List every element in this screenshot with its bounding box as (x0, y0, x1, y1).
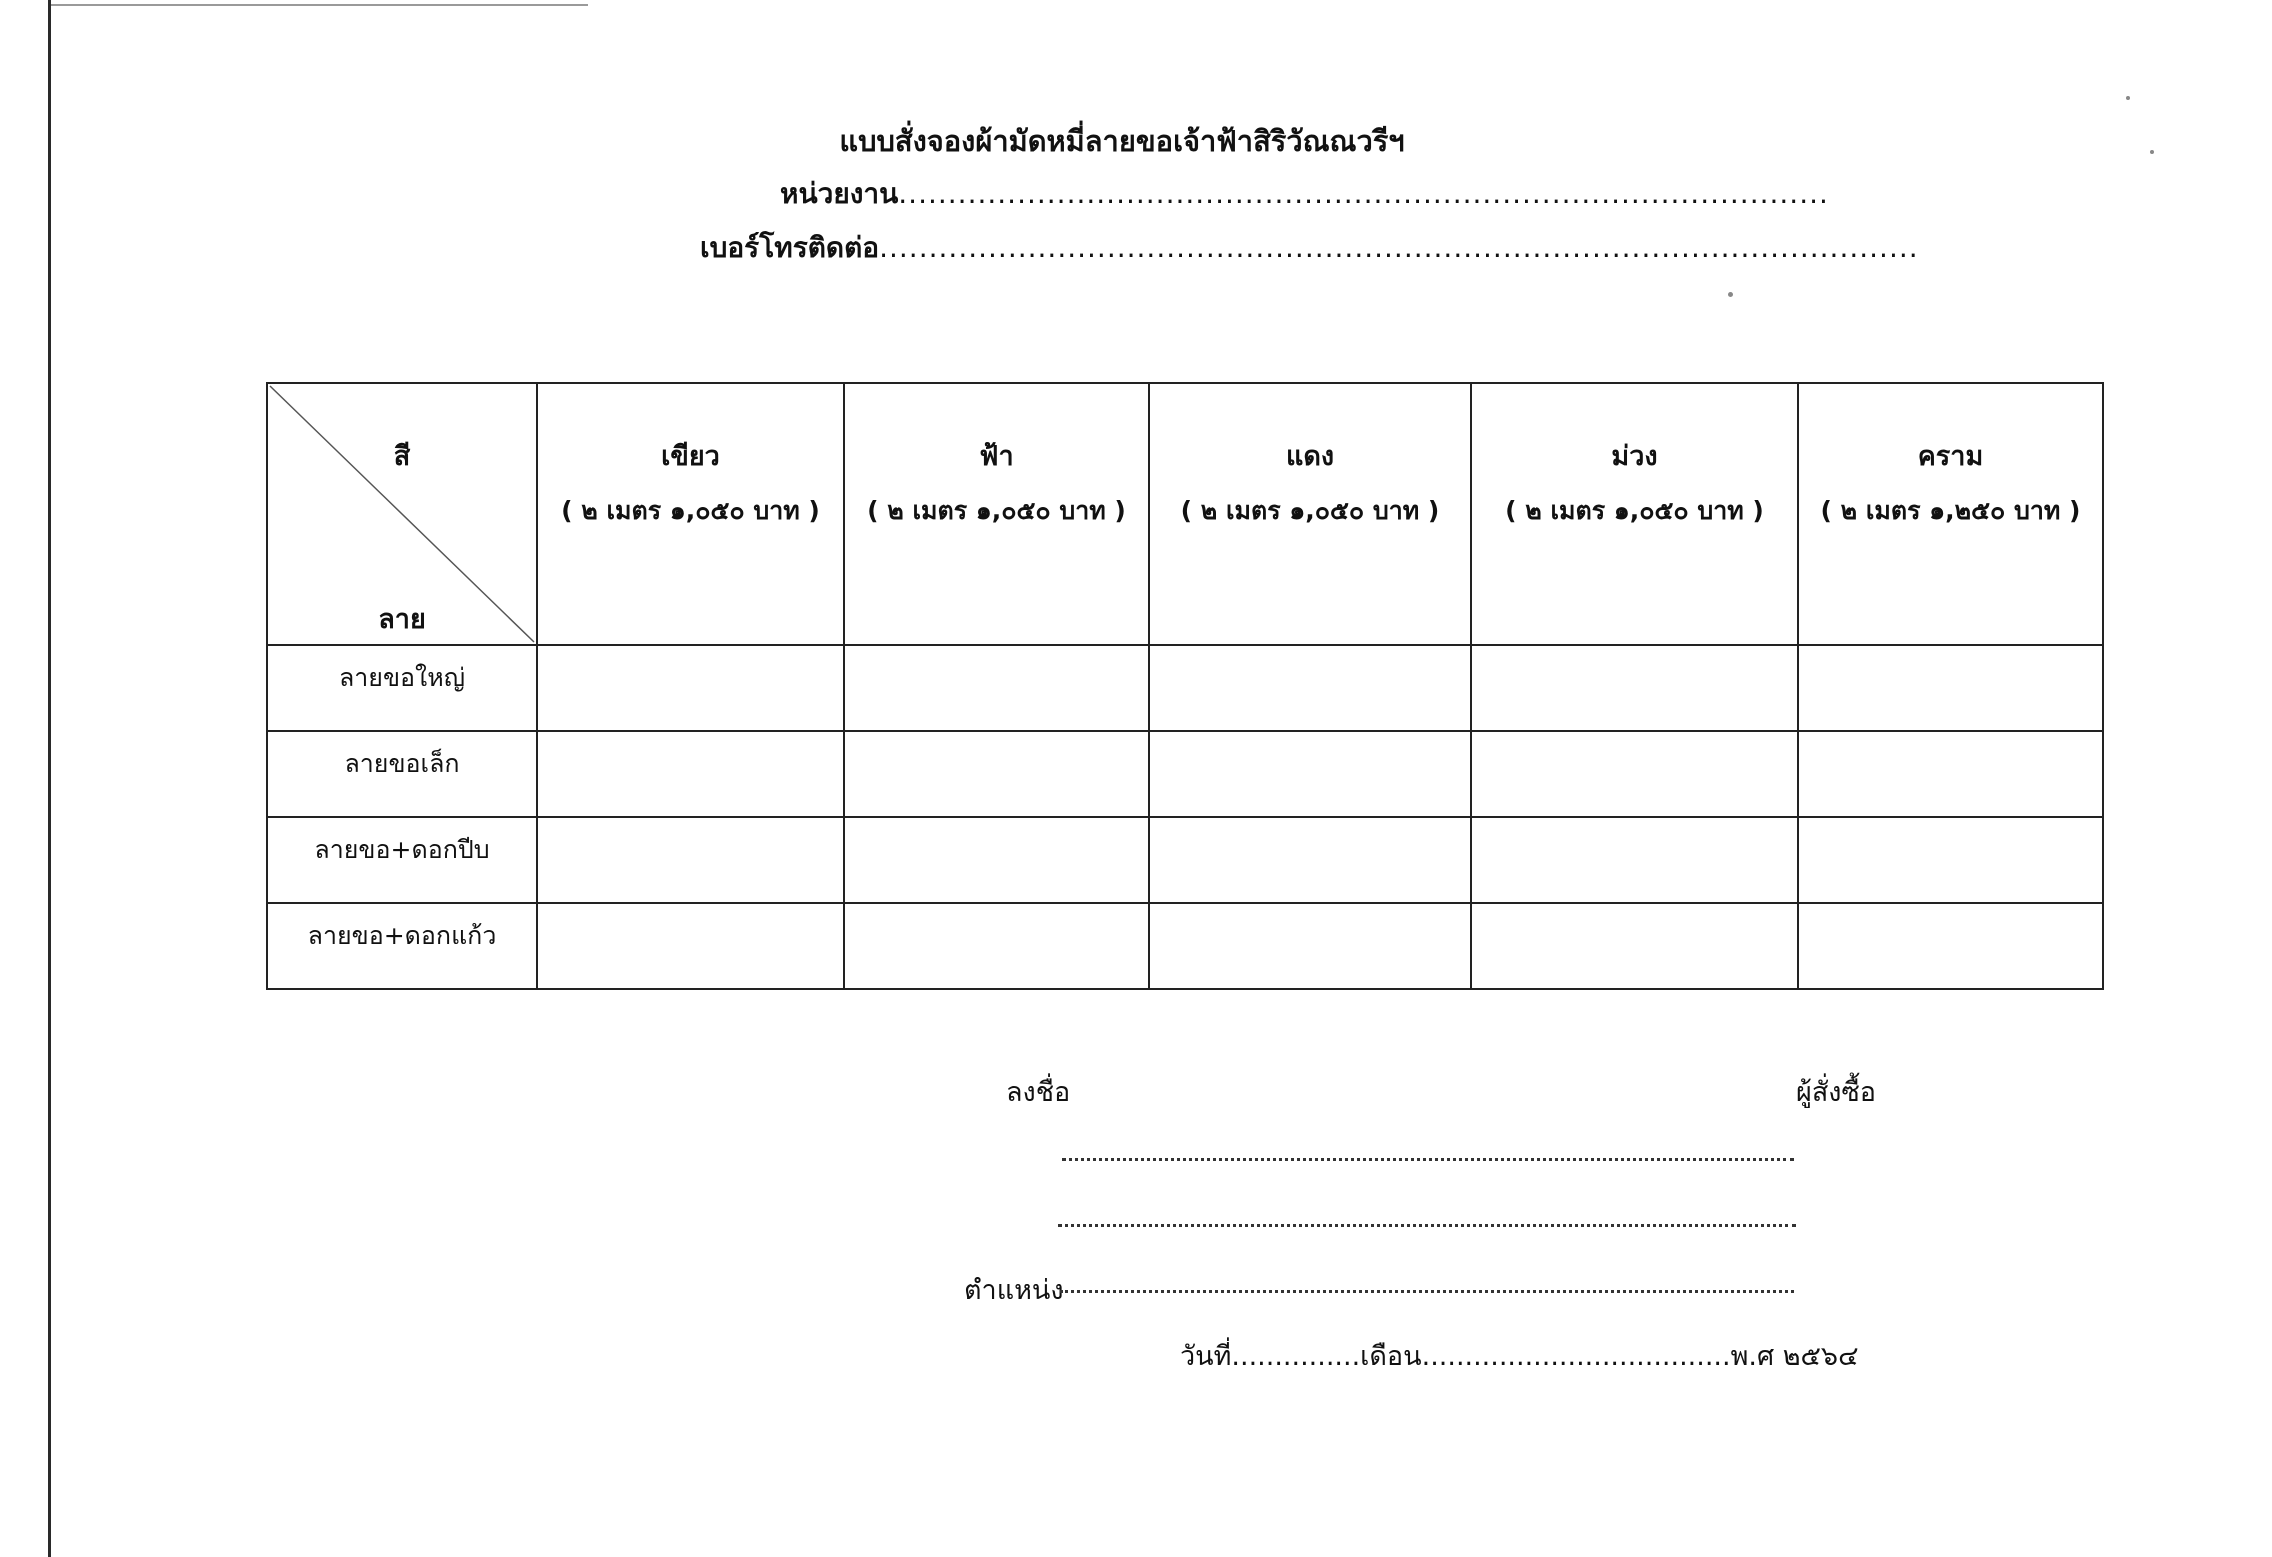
pattern-cell (267, 731, 537, 817)
signature-line[interactable] (1062, 1158, 1794, 1161)
color-price: ( ๒ เมตร ๑,๐๕๐ บาท ) (1505, 496, 1764, 525)
quantity-cell[interactable] (537, 903, 844, 989)
corner-cell (267, 383, 537, 645)
quantity-cell[interactable] (537, 731, 844, 817)
table-row (267, 645, 2103, 731)
pattern-label: ลายขอ+ดอกแก้ว (307, 921, 497, 950)
quantity-cell[interactable] (1149, 817, 1471, 903)
document-title: แบบสั่งจองผ้ามัดหมี่ลายขอเจ้าฟ้าสิริวัณณวรีฯ (839, 124, 1405, 158)
date-month-label: เดือน (1360, 1341, 1422, 1372)
quantity-cell[interactable] (1798, 645, 2103, 731)
scan-edge-top (48, 4, 588, 6)
column-header-green (537, 383, 844, 645)
column-header-red (1149, 383, 1471, 645)
color-price: ( ๒ เมตร ๑,๐๕๐ บาท ) (561, 496, 820, 525)
sign-label: ลงชื่อ (1006, 1077, 1071, 1108)
quantity-cell[interactable] (1471, 645, 1798, 731)
quantity-cell[interactable] (1798, 731, 2103, 817)
printed-name-line[interactable] (1058, 1224, 1796, 1227)
quantity-cell[interactable] (1471, 817, 1798, 903)
quantity-cell[interactable] (844, 645, 1149, 731)
table-header-row (267, 383, 2103, 645)
scan-edge-left (48, 0, 51, 1557)
position-line[interactable] (1060, 1290, 1794, 1293)
quantity-cell[interactable] (1798, 903, 2103, 989)
quantity-cell[interactable] (1149, 903, 1471, 989)
quantity-cell[interactable] (1798, 817, 2103, 903)
position-label: ตำแหน่ง (964, 1275, 1064, 1306)
order-table (266, 382, 2104, 990)
color-price: ( ๒ เมตร ๑,๐๕๐ บาท ) (1180, 496, 1440, 525)
pattern-label: ลายขอ+ดอกปีบ (314, 835, 490, 864)
color-name: คราม (1917, 441, 1984, 472)
column-header-purple (1471, 383, 1798, 645)
pattern-cell (267, 903, 537, 989)
color-header-label: สี (393, 441, 411, 472)
quantity-cell[interactable] (1149, 645, 1471, 731)
date-day-label: วันที่ (1180, 1341, 1232, 1372)
color-price: ( ๒ เมตร ๑,๒๕๐ บาท ) (1820, 496, 2081, 525)
quantity-cell[interactable] (537, 817, 844, 903)
scan-speck (2126, 96, 2130, 100)
column-header-light-blue (844, 383, 1149, 645)
unit-fill-dots[interactable]: .............................................................................................. (898, 177, 1829, 210)
quantity-cell[interactable] (1471, 731, 1798, 817)
pattern-label: ลายขอใหญ่ (338, 663, 466, 692)
phone-label: เบอร์โทรติดต่อ (700, 231, 880, 264)
unit-label: หน่วยงาน (780, 177, 899, 210)
pattern-label: ลายขอเล็ก (344, 749, 460, 778)
pattern-header-label: ลาย (378, 604, 426, 635)
date-day-dots[interactable]: ............... (1231, 1341, 1361, 1372)
table-row (267, 817, 2103, 903)
color-name: ฟ้า (979, 441, 1014, 472)
date-year-label: พ.ศ ๒๕๖๔ (1730, 1341, 1859, 1372)
table-row (267, 731, 2103, 817)
color-price: ( ๒ เมตร ๑,๐๕๐ บาท ) (867, 496, 1126, 525)
color-name: แดง (1285, 441, 1335, 472)
phone-field (700, 226, 1919, 270)
quantity-cell[interactable] (844, 731, 1149, 817)
pattern-cell (267, 817, 537, 903)
date-line (1180, 1334, 1859, 1377)
pattern-cell (267, 645, 537, 731)
column-header-indigo (1798, 383, 2103, 645)
phone-fill-dots[interactable]: ......................................................................................................... (879, 231, 1919, 264)
quantity-cell[interactable] (1149, 731, 1471, 817)
quantity-cell[interactable] (844, 903, 1149, 989)
buyer-label: ผู้สั่งซื้อ (1796, 1077, 1877, 1108)
quantity-cell[interactable] (1471, 903, 1798, 989)
table-row (267, 903, 2103, 989)
scan-speck (1728, 292, 1733, 297)
quantity-cell[interactable] (537, 645, 844, 731)
quantity-cell[interactable] (844, 817, 1149, 903)
date-month-dots[interactable]: .................................... (1421, 1341, 1731, 1372)
color-name: ม่วง (1611, 441, 1658, 472)
unit-field (780, 172, 1829, 216)
color-name: เขียว (661, 441, 720, 472)
